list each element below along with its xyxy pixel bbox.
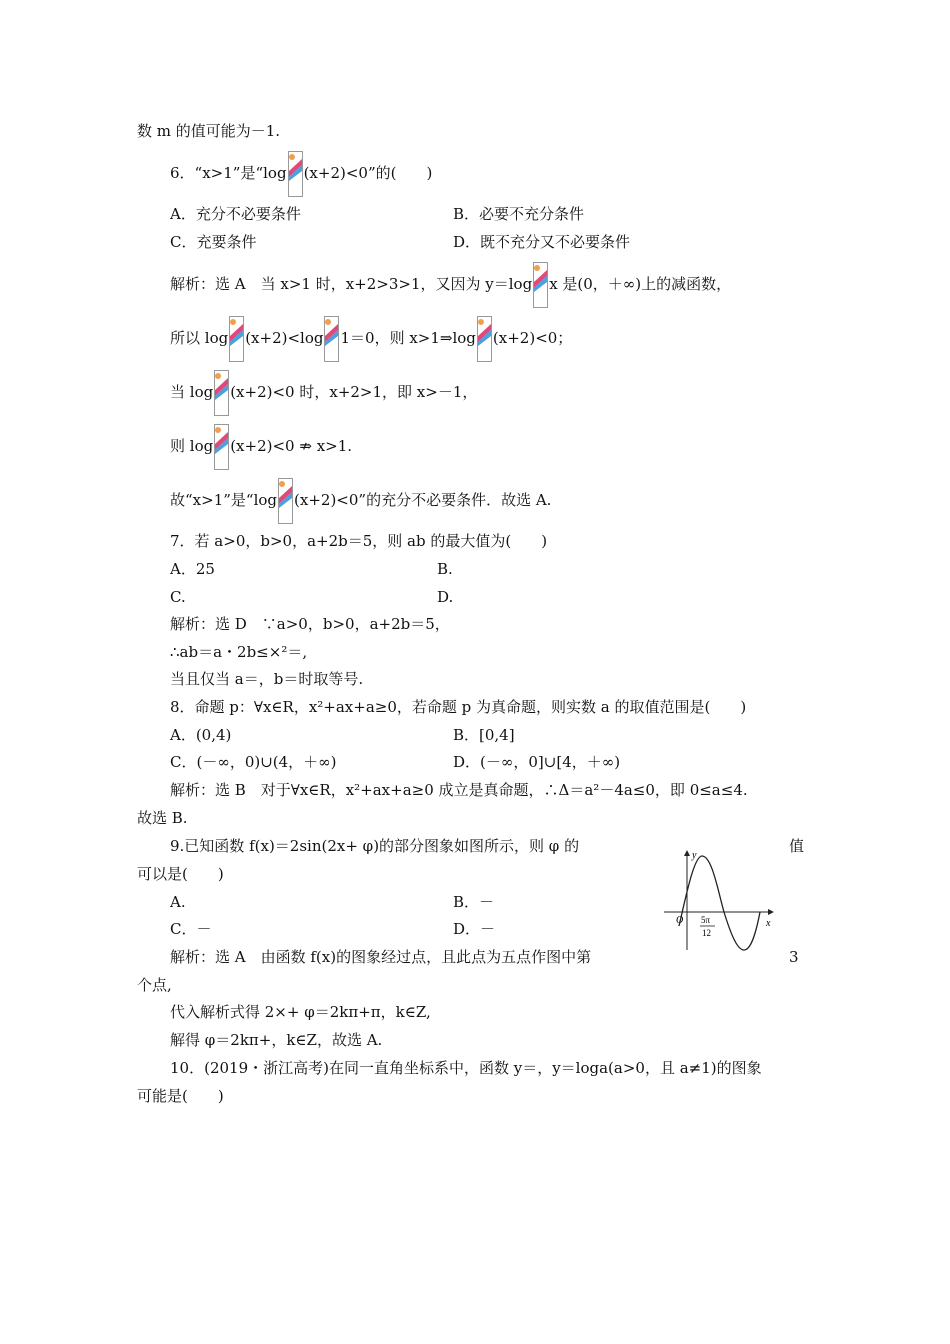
text-line: 数 m 的值可能为－1. bbox=[137, 122, 281, 140]
question-9-stem: 9.已知函数 f(x)＝2sin(2x+ φ)的部分图象如图所示，则 φ 的 bbox=[170, 837, 580, 855]
tick-label-denominator: 12 bbox=[702, 928, 711, 938]
y-axis-arrow-icon bbox=[684, 850, 690, 856]
solution-line bbox=[170, 423, 352, 470]
option-a: A．25 bbox=[170, 560, 215, 578]
option-b: B．[0,4] bbox=[453, 726, 515, 744]
text-fragment: (x+2)<log bbox=[245, 329, 324, 347]
solution-line: 解得 φ＝2kπ+，k∈Z，故选 A. bbox=[170, 1031, 383, 1049]
solution-line: 代入解析式得 2×+ φ＝2kπ+π，k∈Z, bbox=[170, 1003, 431, 1021]
graph-svg bbox=[662, 846, 778, 954]
option-c: C. bbox=[170, 588, 186, 606]
option-b: B．－ bbox=[453, 893, 495, 911]
log-base-image-icon bbox=[288, 151, 303, 197]
option-b: B．必要不充分条件 bbox=[453, 205, 585, 223]
text-fragment: (x+2)<0”的充分不必要条件．故选 A. bbox=[294, 491, 552, 509]
question-8-stem: 8．命题 p：∀x∈R，x²+ax+a≥0，若命题 p 为真命题，则实数 a 的取值范围是( ) bbox=[170, 698, 747, 716]
text-fragment: 当 log bbox=[170, 383, 214, 401]
log-base-image-icon bbox=[229, 316, 244, 362]
text-fragment: (x+2)<0 ⇏ x>1. bbox=[230, 437, 353, 455]
text-fragment: 故“x>1”是“log bbox=[170, 491, 278, 509]
sine-function-graph bbox=[662, 846, 778, 954]
question-10-stem: 10．(2019・浙江高考)在同一直角坐标系中，函数 y＝，y＝loga(a>0，且 a≠1)的图象 bbox=[170, 1059, 762, 1077]
log-base-image-icon bbox=[214, 424, 229, 470]
origin-label: O bbox=[676, 915, 684, 926]
option-b: B. bbox=[437, 560, 453, 578]
text-fragment: (x+2)<0； bbox=[492, 329, 573, 347]
text-fragment: 值 bbox=[789, 837, 805, 855]
option-a: A．充分不必要条件 bbox=[170, 205, 301, 223]
text-fragment: 3 bbox=[789, 948, 799, 966]
log-base-image-icon bbox=[278, 478, 293, 524]
text-fragment: (x+2)<0 时，x+2>1，即 x>－1， bbox=[230, 383, 478, 401]
text-fragment: 1＝0，则 x>1⇒log bbox=[340, 329, 476, 347]
text-fragment: 解析：选 A 当 x>1 时，x+2>3>1，又因为 y＝log bbox=[170, 275, 533, 293]
solution-line bbox=[170, 261, 731, 308]
text-fragment: 则 log bbox=[170, 437, 214, 455]
solution-line bbox=[170, 369, 477, 416]
text-fragment: (x+2)<0”的( ) bbox=[303, 164, 433, 182]
solution-line: 故选 B. bbox=[137, 809, 188, 827]
text-line: 可能是( ) bbox=[137, 1087, 224, 1105]
option-a: A．(0,4) bbox=[170, 726, 232, 744]
option-d: D. bbox=[437, 588, 454, 606]
text-line: 可以是( ) bbox=[137, 865, 224, 883]
option-d: D．(－∞，0]∪[4，＋∞) bbox=[453, 753, 621, 771]
solution-line bbox=[170, 477, 551, 524]
text-fragment: x 是(0，＋∞)上的减函数， bbox=[549, 275, 732, 293]
sine-curve bbox=[679, 856, 760, 950]
option-c: C．充要条件 bbox=[170, 233, 257, 251]
option-c: C．(－∞，0)∪(4，＋∞) bbox=[170, 753, 337, 771]
tick-label-numerator: 5π bbox=[701, 915, 711, 925]
x-axis-label: x bbox=[766, 918, 771, 929]
solution-line: 解析：选 A 由函数 f(x)的图象经过点，且此点为五点作图中第 bbox=[170, 948, 592, 966]
solution-line: ∴ab＝a・2b≤×²＝, bbox=[170, 643, 308, 661]
solution-line bbox=[170, 315, 572, 362]
log-base-image-icon bbox=[533, 262, 548, 308]
solution-line: 解析：选 B 对于∀x∈R，x²+ax+a≥0 成立是真命题，∴Δ＝a²－4a≤0，即 0≤a≤4. bbox=[170, 781, 748, 799]
text-fragment: 所以 log bbox=[170, 329, 229, 347]
option-d: D．既不充分又不必要条件 bbox=[453, 233, 631, 251]
x-axis-arrow-icon bbox=[768, 909, 774, 915]
y-axis-label: y bbox=[692, 850, 697, 861]
solution-line: 当且仅当 a＝，b＝时取等号. bbox=[170, 670, 364, 688]
solution-line: 个点, bbox=[137, 976, 172, 994]
option-c: C．－ bbox=[170, 920, 212, 938]
solution-line: 解析：选 D ∵a>0，b>0，a+2b＝5， bbox=[170, 615, 450, 633]
question-6-stem bbox=[170, 150, 432, 197]
log-base-image-icon bbox=[324, 316, 339, 362]
log-base-image-icon bbox=[214, 370, 229, 416]
question-7-stem: 7．若 a>0，b>0，a+2b＝5，则 ab 的最大值为( ) bbox=[170, 532, 548, 550]
log-base-image-icon bbox=[477, 316, 492, 362]
option-a: A. bbox=[170, 893, 186, 911]
text-fragment: 6．“x>1”是“log bbox=[170, 164, 287, 182]
option-d: D．－ bbox=[453, 920, 496, 938]
